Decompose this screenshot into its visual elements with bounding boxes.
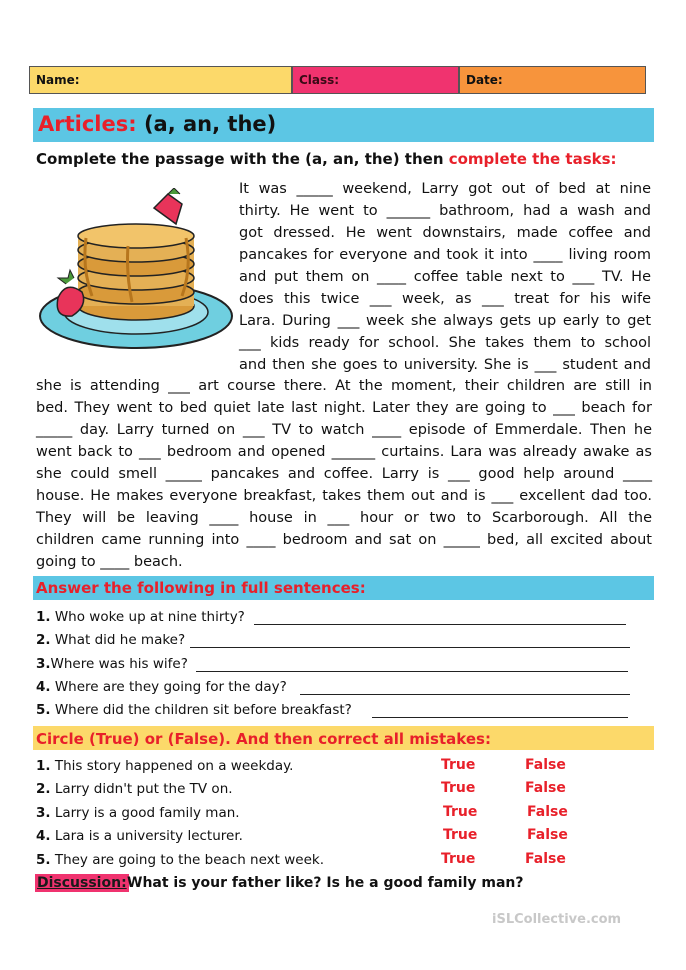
passage-line: ___ kids ready for school. She takes them to school [239, 335, 651, 351]
section-heading-true-false: Circle (True) or (False). And then correct all mistakes: [36, 730, 491, 748]
passage-line: does this twice ___ week, as ___ treat for his wife [239, 291, 651, 307]
passage-line: she is attending ___ art course there. At the moment, their children are still in [36, 378, 652, 394]
section-heading-answers: Answer the following in full sentences: [36, 579, 366, 597]
statement-item: 4. Lara is a university lecturer. [36, 828, 243, 844]
page-title: Articles: (a, an, the) [38, 112, 277, 136]
answer-line[interactable] [300, 694, 630, 695]
date-label: Date: [466, 73, 503, 87]
question-item: 2. What did he make? [36, 632, 186, 648]
true-option[interactable]: True [443, 827, 478, 843]
false-option[interactable]: False [525, 757, 566, 773]
question-item: 1. Who woke up at nine thirty? [36, 609, 245, 625]
passage-line: went back to ___ bedroom and opened ______ curtains. Lara was already awake as [36, 444, 652, 460]
discussion-label: Discussion: [37, 875, 127, 891]
passage-line: It was _____ weekend, Larry got out of bed at nine [239, 181, 651, 197]
passage-line: house. He makes everyone breakfast, takes them out and is ___ excellent dad too. [36, 488, 652, 504]
answer-line[interactable] [254, 624, 626, 625]
pancake-illustration [36, 188, 236, 366]
passage-line: she could smell _____ pancakes and coffee. Larry is ___ good help around ____ [36, 466, 652, 482]
name-field[interactable] [29, 66, 292, 94]
true-option[interactable]: True [441, 757, 476, 773]
question-item: 4. Where are they going for the day? [36, 679, 287, 695]
date-field[interactable] [459, 66, 646, 94]
passage-line: pancakes for everyone and took it into ____ living room [239, 247, 651, 263]
class-label: Class: [299, 73, 340, 87]
true-option[interactable]: True [441, 780, 476, 796]
statement-item: 1. This story happened on a weekday. [36, 758, 294, 774]
passage-line: bed. They went to bed quiet late last night. Later they are going to ___ beach for [36, 400, 652, 416]
false-option[interactable]: False [525, 780, 566, 796]
question-item: 5. Where did the children sit before breakfast? [36, 702, 352, 718]
watermark: iSLCollective.com [492, 912, 622, 927]
passage-line: and put them on ____ coffee table next to ___ TV. He [239, 269, 651, 285]
statement-item: 5. They are going to the beach next week. [36, 852, 325, 868]
passage-line: going to ____ beach. [36, 554, 183, 570]
answer-line[interactable] [372, 717, 628, 718]
statement-item: 2. Larry didn't put the TV on. [36, 781, 233, 797]
answer-line[interactable] [196, 671, 628, 672]
discussion-question: What is your father like? Is he a good family man? [127, 875, 524, 891]
instruction: Complete the passage with the (a, an, the) then complete the tasks: [36, 150, 617, 168]
statement-item: 3. Larry is a good family man. [36, 805, 240, 821]
passage-line: got dressed. He went downstairs, made coffee and [239, 225, 651, 241]
passage-line: They will be leaving ____ house in ___ hour or two to Scarborough. All the [36, 510, 652, 526]
passage-line: and then she goes to university. She is ___ student and [239, 357, 651, 373]
false-option[interactable]: False [525, 851, 566, 867]
question-item: 3.Where was his wife? [36, 656, 188, 672]
passage-line: _____ day. Larry turned on ___ TV to watch ____ episode of Emmerdale. Then he [36, 422, 652, 438]
passage-line: thirty. He went to ______ bathroom, had a wash and [239, 203, 651, 219]
passage-line: children came running into ____ bedroom and sat on _____ bed, all excited about [36, 532, 652, 548]
true-option[interactable]: True [441, 851, 476, 867]
class-field[interactable] [292, 66, 459, 94]
false-option[interactable]: False [527, 827, 568, 843]
true-option[interactable]: True [443, 804, 478, 820]
name-label: Name: [36, 73, 80, 87]
answer-line[interactable] [190, 647, 630, 648]
false-option[interactable]: False [527, 804, 568, 820]
passage-line: Lara. During ___ week she always gets up early to get [239, 313, 651, 329]
